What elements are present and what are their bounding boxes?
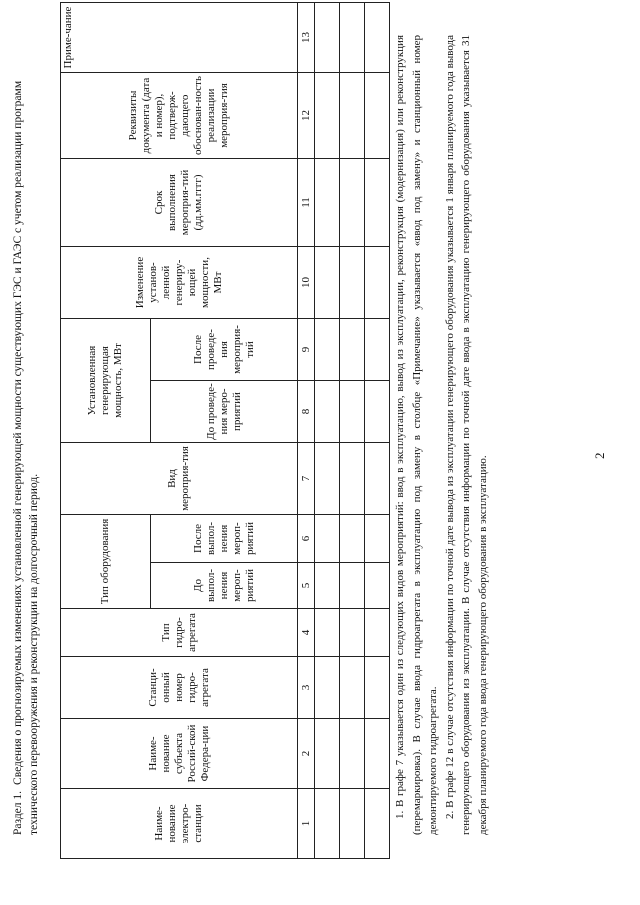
column-number: 12: [298, 73, 315, 159]
table-cell: [340, 515, 365, 563]
table-cell: [315, 443, 340, 515]
header-capacity-after: После проведе-ния мероприя-тий: [151, 319, 298, 381]
table-cell: [340, 3, 365, 73]
column-number: 8: [298, 381, 315, 443]
table-cell: [340, 73, 365, 159]
header-note: Приме-чание: [61, 3, 298, 73]
column-number-row: [298, 3, 315, 859]
header-equipment-before: До выпол-нения мероп-риятий: [151, 563, 298, 609]
column-number: 13: [298, 3, 315, 73]
table-cell: [340, 719, 365, 789]
table-cell: [315, 609, 340, 657]
table-cell: [315, 381, 340, 443]
table-cell: [340, 563, 365, 609]
footnote-1: 1. В графе 7 указывается один из следующих видов мероприятий: ввод в эксплуатацию, вывод из эксплуатации, реконструкция (модернизация) или реконструкция (перемаркировка). В случае ввода гидроагрегата в эксплуатацию под замену в столбце «Примечание» указывается «ввод под замену» и станционный номер демонтируемого гидроагрегата.: [394, 35, 439, 835]
header-unit-type: Тип гидро-агрегата: [61, 609, 298, 657]
page-number: 2: [592, 452, 607, 459]
section-title: Сведения о прогнозируемых изменениях установленной генерирующей мощности существующих ГЭС и ГАЭС с учетом реализации программ технического перевооружения и реконструкции на долгосрочный период.: [12, 80, 40, 835]
table-cell: [365, 657, 390, 719]
header-deadline: Срок выполнения мероприя-тий (дд.мм.гггг): [61, 159, 298, 247]
column-number: 6: [298, 515, 315, 563]
table-cell: [340, 657, 365, 719]
table-cell: [315, 657, 340, 719]
header-station-name: Наиме-нование электро-станции: [61, 789, 298, 859]
header-row-1: [61, 3, 151, 859]
table-cell: [340, 247, 365, 319]
section-label: Раздел 1.: [12, 790, 24, 835]
table-cell: [315, 319, 340, 381]
table-cell: [365, 789, 390, 859]
column-number: 10: [298, 247, 315, 319]
column-number: 4: [298, 609, 315, 657]
column-number: 3: [298, 657, 315, 719]
table-cell: [315, 247, 340, 319]
header-capacity: Установленная генерирующая мощность, МВт: [61, 319, 151, 443]
table-cell: [315, 3, 340, 73]
column-number: 1: [298, 789, 315, 859]
table-cell: [315, 563, 340, 609]
table-cell: [340, 789, 365, 859]
table-cell: [315, 159, 340, 247]
table-cell: [365, 3, 390, 73]
table-cell: [365, 563, 390, 609]
section-heading: [10, 35, 42, 835]
header-equipment-type: Тип оборудования: [61, 515, 151, 609]
header-equipment-after: После выпол-нения мероп-риятий: [151, 515, 298, 563]
column-number: 2: [298, 719, 315, 789]
header-capacity-before: До проведе-ния меро-приятий: [151, 381, 298, 443]
footnote-2: 2. В графе 12 в случае отсутствия информации по точной дате вывода из эксплуатации генерирующего оборудования указывается 1 января планируемого года вывода генерирующего оборудования из эксплуатации. В случае отсутствия информации по точной дате ввода в эксплуатацию генерирующего оборудования указывается 31 декабря планируемого года ввода генерирующего оборудования в эксплуатацию.: [443, 35, 489, 835]
table-cell: [365, 515, 390, 563]
table-cell: [340, 609, 365, 657]
table-cell: [365, 609, 390, 657]
column-number: 11: [298, 159, 315, 247]
header-document: Реквизиты документа (дата и номер), подтверж-дающего обоснован-ность реализации мероприя-тия: [61, 73, 298, 159]
table-row: [365, 3, 390, 859]
footnotes: [392, 35, 491, 835]
column-number: 9: [298, 319, 315, 381]
table-cell: [315, 515, 340, 563]
table-cell: [340, 381, 365, 443]
column-number: 5: [298, 563, 315, 609]
table-row: [315, 3, 340, 859]
table-cell: [315, 73, 340, 159]
table-cell: [365, 443, 390, 515]
table-cell: [365, 159, 390, 247]
table-cell: [340, 319, 365, 381]
table-cell: [365, 381, 390, 443]
table-cell: [340, 159, 365, 247]
header-measure-type: Вид мероприя-тия: [61, 443, 298, 515]
table-row: [340, 3, 365, 859]
table-cell: [340, 443, 365, 515]
table-cell: [365, 73, 390, 159]
table-cell: [365, 319, 390, 381]
table-cell: [315, 719, 340, 789]
table-cell: [365, 247, 390, 319]
table-cell: [365, 719, 390, 789]
table-cell: [315, 789, 340, 859]
column-number: 7: [298, 443, 315, 515]
header-capacity-change: Изменение установ-ленной генериру-ющей мощности, МВт: [61, 247, 298, 319]
header-station-number: Станци-онный номер гидро-агрегата: [61, 657, 298, 719]
header-subject-name: Наиме-нование субъекта Россий-ской Федера-ции: [61, 719, 298, 789]
capacity-table: [60, 2, 390, 859]
